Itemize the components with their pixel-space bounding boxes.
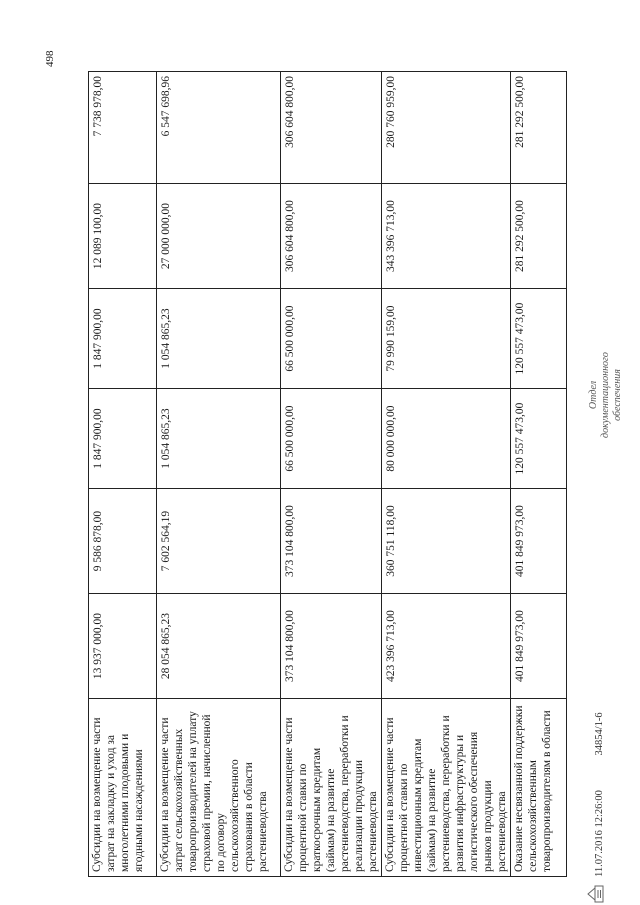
cell-value: 7 602 564,19 — [157, 489, 281, 594]
cell-value: 306 604 800,00 — [281, 184, 382, 289]
cell-value: 12 089 100,00 — [89, 184, 157, 289]
cell-value: 306 604 800,00 — [281, 72, 382, 184]
cell-value: 6 547 698,96 — [157, 72, 281, 184]
table-row — [382, 72, 511, 877]
cell-value: 1 054 865,23 — [157, 289, 281, 389]
cell-value: 401 849 973,00 — [511, 594, 567, 699]
row-description: Субсидии на возмещение части процентной ставки по инвестиционным кредитам (займам) на развитие растениеводства, переработки и развития инфраструктуры и логистического обеспечения рынков продукции растениеводства — [382, 699, 511, 877]
table-row — [157, 72, 281, 877]
row-description: Субсидии на возмещение части затрат сельскохозяйственных товаропроизводителей на уплату страховой премии, начисленной по договору сельскохозяйственного страхования в области растениеводства — [157, 699, 281, 877]
cell-value: 343 396 713,00 — [382, 184, 511, 289]
cell-value: 1 847 900,00 — [89, 389, 157, 489]
cell-value: 120 557 473,00 — [511, 289, 567, 389]
table-row — [89, 72, 157, 877]
cell-value: 7 738 978,00 — [89, 72, 157, 184]
table-row — [281, 72, 382, 877]
stamp-line-1: Отдел документационного — [588, 352, 611, 438]
cell-value: 80 000 000,00 — [382, 389, 511, 489]
row-description: Субсидии на возмещение части затрат на закладку и уход за многолетними плодовыми и ягодными насаждениями — [89, 699, 157, 877]
cell-value: 9 586 878,00 — [89, 489, 157, 594]
page-number: 498 — [44, 50, 56, 67]
stamp-line-2: обеспечения — [612, 369, 623, 421]
table-row — [511, 72, 567, 877]
cell-value: 66 500 000,00 — [281, 289, 382, 389]
cell-value: 28 054 865,23 — [157, 594, 281, 699]
cell-value: 13 937 000,00 — [89, 594, 157, 699]
budget-table — [88, 71, 567, 877]
cell-value: 401 849 973,00 — [511, 489, 567, 594]
row-description: Субсидии на возмещение части процентной ставки по краткосрочным кредитам (займам) на развитие растениеводства, переработки и реализации продукции растениеводства — [281, 699, 382, 877]
footer-datetime: 11.07.2016 12:26:00 — [594, 790, 605, 877]
cell-value: 1 054 865,23 — [157, 389, 281, 489]
department-stamp — [588, 340, 624, 450]
cell-value: 66 500 000,00 — [281, 389, 382, 489]
cell-value: 281 292 500,00 — [511, 72, 567, 184]
document-system-logo-icon — [586, 885, 604, 903]
cell-value: 373 104 800,00 — [281, 489, 382, 594]
cell-value: 120 557 473,00 — [511, 389, 567, 489]
cell-value: 423 396 713,00 — [382, 594, 511, 699]
cell-value: 27 000 000,00 — [157, 184, 281, 289]
footer — [594, 680, 605, 877]
cell-value: 1 847 900,00 — [89, 289, 157, 389]
cell-value: 281 292 500,00 — [511, 184, 567, 289]
cell-value: 360 751 118,00 — [382, 489, 511, 594]
cell-value: 280 760 959,00 — [382, 72, 511, 184]
footer-doc-id: 34854/1-6 — [594, 712, 605, 756]
cell-value: 79 990 159,00 — [382, 289, 511, 389]
cell-value: 373 104 800,00 — [281, 594, 382, 699]
row-description: Оказание несвязанной поддержки сельскохозяйственным товаропроизводителям в области — [511, 699, 567, 877]
